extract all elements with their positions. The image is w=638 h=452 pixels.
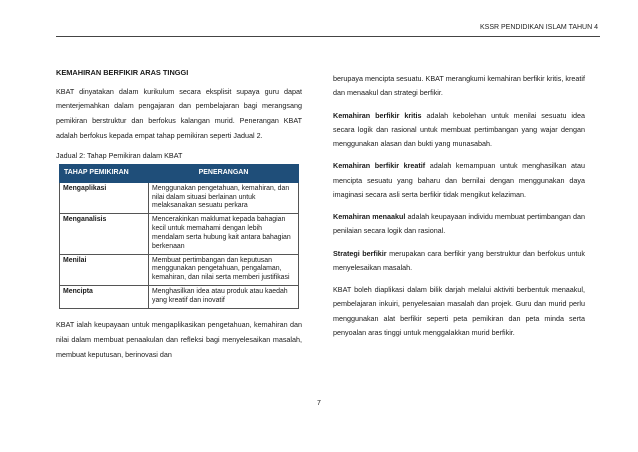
intro-paragraph: KBAT dinyatakan dalam kurikulum secara eksplisit supaya guru dapat menterjemahkan dalam pengajaran dan pembelajaran bagi merangsang pemikiran berstruktur dan berfokus kalangan murid. Penerangan KBAT adalah berfokus kepada empat tahap pemikiran seperti Jadual 2. [56,86,302,140]
table-row [60,254,299,285]
right-column [333,72,585,348]
page-number: 7 [317,400,321,407]
section-title: KEMAHIRAN BERFIKIR ARAS TINGGI [56,68,189,77]
continuation-paragraph: berupaya mencipta sesuatu. KBAT merangkumi kemahiran berfikir kritis, kreatif dan menaakul dan strategi berfikir. [333,74,585,98]
term-creative: Kemahiran berfikir kreatif [333,161,426,171]
creative-thinking-paragraph: Kemahiran berfikir kreatif adalah kemampuan untuk menghasilkan atau mencipta sesuatu yang baharu dan bernilai dengan menggunakan daya imaginasi secara asli serta berfikir tidak mengikut kelaziman. [333,161,585,199]
reasoning-paragraph: Kemahiran menaakul adalah keupayaan individu membuat pertimbangan dan penilaian secara logik dan rasional. [333,212,585,236]
critical-thinking-paragraph: Kemahiran berfikir kritis adalah kebolehan untuk menilai sesuatu idea secara logik dan rasional untuk membuat pertimbangan yang wajar dengan menggunakan alasan dan bukti yang munasabah. [333,110,585,148]
table-header-row [60,164,299,182]
running-header: KSSR PENDIDIKAN ISLAM TAHUN 4 [480,24,598,31]
table-row [60,182,299,213]
left-column [56,45,302,369]
table-row [60,214,299,254]
strategy-paragraph: Strategi berfikir merupakan cara berfikir yang berstruktur dan berfokus untuk menyelesaikan masalah. [333,248,586,272]
row-description: Menggunakan pengetahuan, kemahiran, dan nilai dalam situasi berlainan untuk melaksanakan sesuatu perkara [149,182,299,213]
row-term: Mengaplikasi [60,182,149,213]
term-reasoning: Kemahiran menaakul [333,212,406,221]
table-caption: Jadual 2: Tahap Pemikiran dalam KBAT [56,150,183,160]
header-rule [56,36,600,37]
header-description: PENERANGAN [149,164,299,182]
row-term: Mencipta [60,286,149,309]
kbat-definition-paragraph: KBAT ialah keupayaan untuk mengaplikasikan pengetahuan, kemahiran dan nilai dalam membuat penaakulan dan refleksi bagi menyelesaikan masalah, membuat keputusan, berinovasi dan [56,319,302,359]
row-term: Menilai [60,254,149,285]
header-level: TAHAP PEMIKIRAN [60,164,149,182]
term-critical: Kemahiran berfikir kritis [333,110,422,120]
row-term: Menganalisis [60,214,149,254]
table-row [60,286,299,309]
kbat-levels-table [59,164,299,309]
row-description: Membuat pertimbangan dan keputusan menggunakan pengetahuan, pengalaman, kemahiran, dan nilai serta memberi justifikasi [149,254,299,285]
application-paragraph: KBAT boleh diaplikasi dalam bilik darjah melalui aktiviti berbentuk menaakul, pembelajaran inkuiri, penyelesaian masalah dan projek. Guru dan murid perlu menggunakan alat berfikir seperti peta pemikiran dan peta minda serta penyoalan aras tinggi untuk menggalakkan murid berfikir. [333,285,585,337]
term-strategy: Strategi berfikir [333,248,387,258]
row-description: Mencerakinkan maklumat kepada bahagian kecil untuk memahami dengan lebih mendalam serta hubung kait antara bahagian berkenaan [149,214,299,254]
row-description: Menghasilkan idea atau produk atau kaedah yang kreatif dan inovatif [149,286,299,309]
